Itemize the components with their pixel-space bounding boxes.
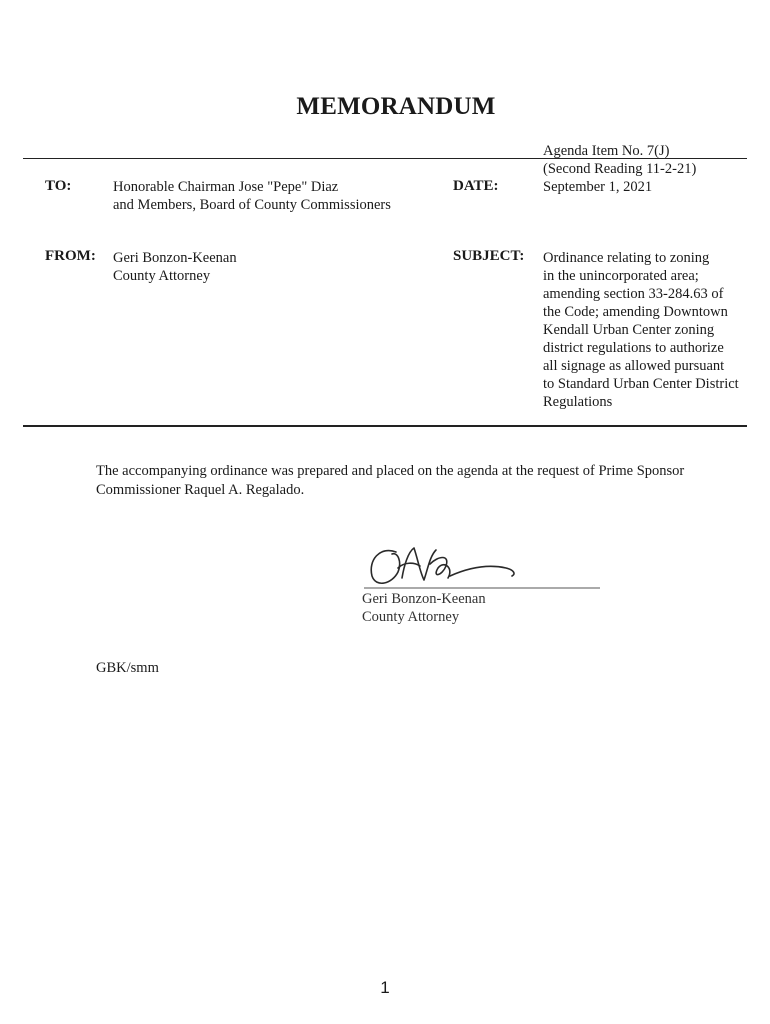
date-value: September 1, 2021 — [543, 179, 653, 195]
agenda-reading-line: (Second Reading 11-2-21) — [543, 161, 697, 177]
signature-name: Geri Bonzon-Keenan — [362, 591, 486, 607]
signature-graphic — [358, 538, 608, 594]
subject-line: amending section 33-284.63 of — [543, 286, 724, 302]
to-line: and Members, Board of County Commissioners — [113, 197, 391, 213]
date-label: DATE: — [453, 178, 499, 194]
to-label: TO: — [45, 178, 72, 194]
agenda-item-line: Agenda Item No. 7(J) — [543, 143, 670, 159]
subject-line: Ordinance relating to zoning — [543, 250, 710, 266]
from-label: FROM: — [45, 248, 96, 264]
signature-block — [362, 590, 486, 626]
subject-line: Regulations — [543, 394, 613, 410]
to-recipients — [113, 178, 391, 214]
signature-title: County Attorney — [362, 609, 460, 625]
subject-line: in the unincorporated area; — [543, 268, 699, 284]
subject-text — [543, 249, 739, 411]
from-line: County Attorney — [113, 268, 211, 284]
header-rule-bottom — [23, 425, 747, 427]
header-rule-top — [23, 158, 747, 159]
subject-label: SUBJECT: — [453, 248, 525, 264]
to-line: Honorable Chairman Jose "Pepe" Diaz — [113, 179, 339, 195]
memo-title: MEMORANDUM — [296, 93, 496, 120]
subject-line: Kendall Urban Center zoning — [543, 322, 715, 338]
subject-line: all signage as allowed pursuant — [543, 358, 725, 374]
body-paragraph — [96, 462, 716, 500]
page-number: 1 — [380, 978, 390, 997]
body-line: Commissioner Raquel A. Regalado. — [96, 482, 305, 498]
subject-line: the Code; amending Downtown — [543, 304, 728, 320]
subject-line: to Standard Urban Center District — [543, 376, 739, 392]
body-line: The accompanying ordinance was prepared and placed on the agenda at the request of Prime Sponsor — [96, 463, 685, 479]
from-line: Geri Bonzon-Keenan — [113, 250, 237, 266]
from-sender — [113, 249, 237, 285]
agenda-second-reading — [543, 160, 696, 178]
subject-line: district regulations to authorize — [543, 340, 724, 356]
typist-initials: GBK/smm — [96, 660, 159, 676]
